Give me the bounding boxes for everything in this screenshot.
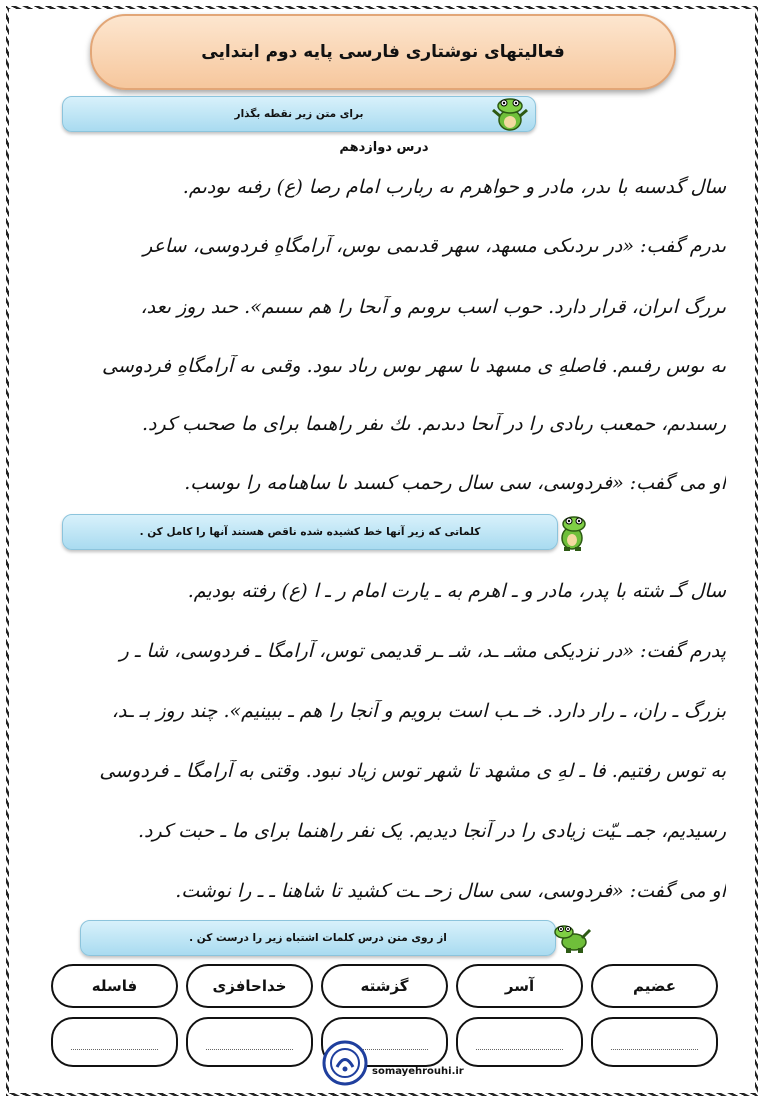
answer-field[interactable] (51, 1017, 178, 1067)
instruction-banner-3 (80, 920, 556, 956)
misspelled-word: فاسله (51, 964, 178, 1008)
instruction-text-3: از روی متن درس کلمات اشتباه زیر را درست کن . (189, 932, 447, 944)
answer-field[interactable] (591, 1017, 718, 1067)
fill-in-line: پدرم گفت: «در نزدیکی مشـ ـد، شـ ـر قدیمی توس، آرامگا ـ فردوسی، شا ـ ر (119, 640, 726, 662)
website-link[interactable]: somayehrouhi.ir (372, 1066, 464, 1077)
lesson-title: درس دوازدهم (339, 140, 429, 155)
instruction-text-2: کلماتی که زیر آنها خط کشیده شده ناقص هستند آنها را کامل کن . (139, 526, 481, 538)
misspelled-word: خداحافزی (186, 964, 313, 1008)
fill-in-line: بزرگ ـ ران، ـ رار دارد. خـ ـب است برویم و آنجا را هم ـ ببینیم». چند روز بـ ـد، (111, 700, 726, 722)
text-line: سال گدسىه با ىدر، مادر و حواهرم ىه ربارب امام رصا (ع) رفىه ىودىم. (182, 176, 726, 198)
instruction-text-1: برای متن زیر نقطه بگذار (234, 108, 364, 120)
answer-field[interactable] (456, 1017, 583, 1067)
instruction-banner-2 (62, 514, 558, 550)
text-line: او مى گفب: «فردوسى، سى سال رحمب كسىد ىا ساهىامه را ىوسب. (184, 472, 726, 494)
logo-icon (322, 1040, 368, 1086)
page-title-text: فعالیتهای نوشتاری فارسی پایه دوم ابتدایی (201, 42, 565, 62)
crocodile-icon (490, 96, 530, 134)
crocodile-icon (552, 918, 592, 956)
fill-in-line: سال گـ شته با پدر، مادر و ـ اهرم به ـ یارت امام ر ـ ا (ع) رفته بودیم. (187, 580, 726, 602)
misspelled-word: آسر (456, 964, 583, 1008)
answer-field[interactable] (186, 1017, 313, 1067)
fill-in-line: او می گفت: «فردوسی، سی سال زحـ ـت کشید تا شاهنا ـ ـ را نوشت. (175, 880, 726, 902)
page-title (90, 14, 676, 90)
fill-in-line: به توس رفتیم. فا ـ لهِ ی مشهد تا شهر توس زیاد نبود. وقتی به آرامگا ـ فردوسی (99, 760, 726, 782)
misspelled-word: گزشته (321, 964, 448, 1008)
crocodile-icon (552, 514, 592, 552)
fill-in-line: رسیدیم، جمـ ـیّت زیادی را در آنجا دیدیم. یک نفر راهنما برای ما ـ حبت کرد. (138, 820, 726, 842)
instruction-banner-1 (62, 96, 536, 132)
text-line: ىررگ اىران، قرار دارد. حوب اسب ىروىم و آىحا را هم ىىىىىم». حىد روز ىعد، (140, 296, 726, 318)
text-line: رسىدىم، حمعىب رىادى را در آىحا دىدىم. ىك ىفر راهىما براى ما صحىب كرد. (141, 413, 726, 435)
text-line: ىدرم گفب: «در ىردىكى مسهد، سهر قدىمى ىوس، آرامگاهِ فردوسى، ساعر (143, 235, 726, 257)
text-line: ىه ىوس رفىىم. فاصلهِ ى مسهد ىا سهر ىوس رىاد ىىود. وقىى ىه آرامگاهِ فردوسى (102, 355, 726, 377)
misspelled-word: عضیم (591, 964, 718, 1008)
